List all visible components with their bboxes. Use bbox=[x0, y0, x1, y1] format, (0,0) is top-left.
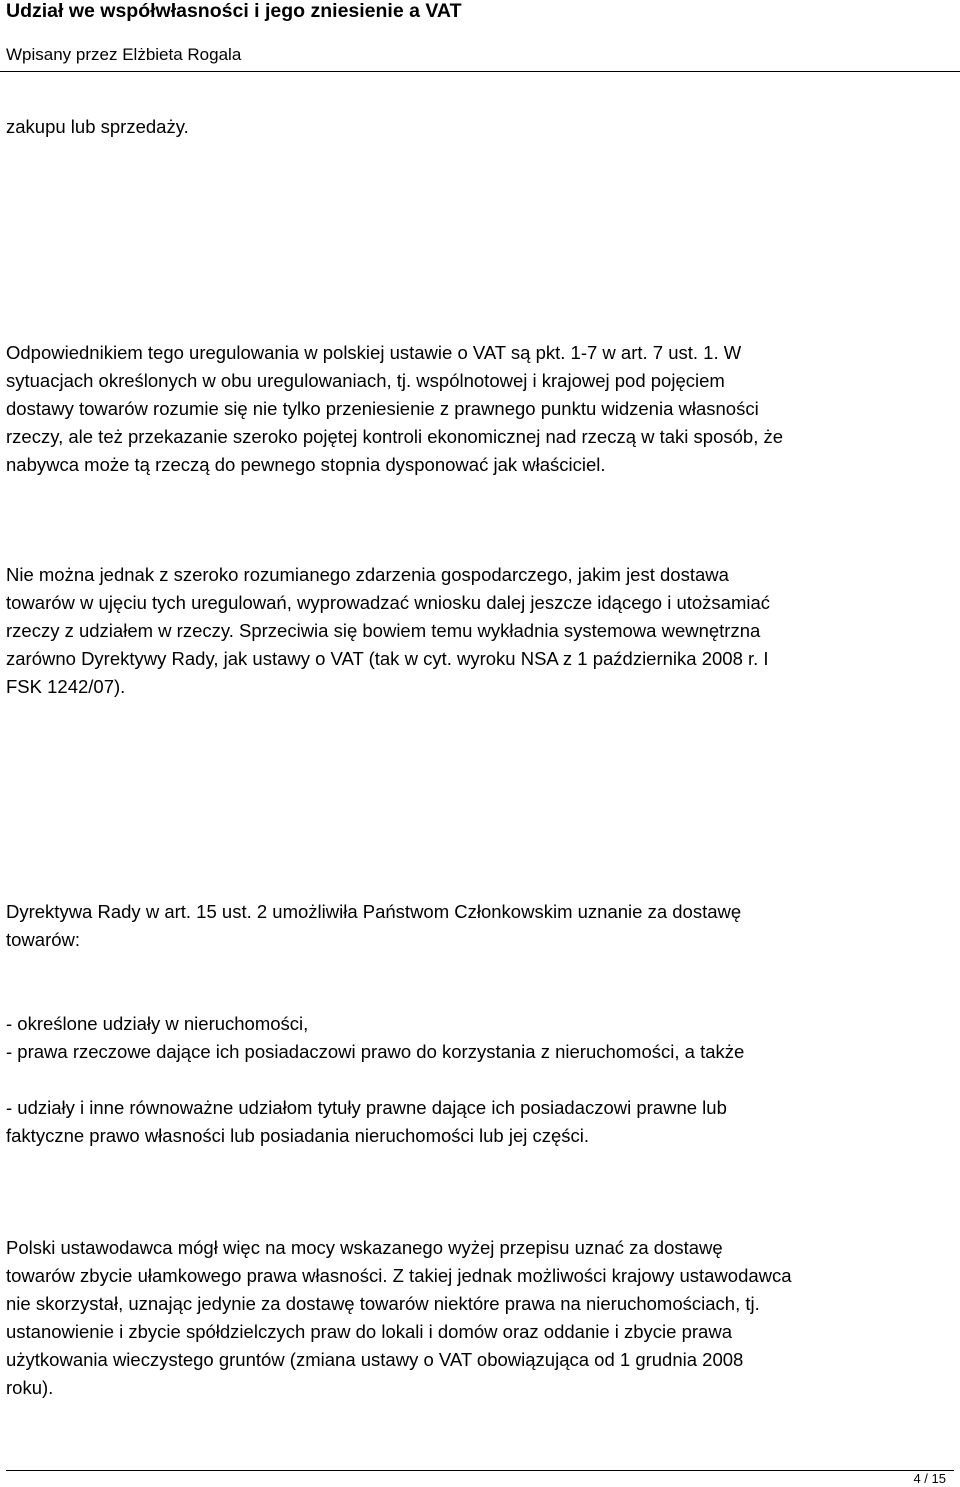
text-line: nie skorzystał, uznając jedynie za dostawę towarów niektóre prawa na nieruchomościach, tj. bbox=[6, 1293, 760, 1314]
text-line: roku). bbox=[6, 1377, 54, 1398]
text-line: dostawy towarów rozumie się nie tylko przeniesienie z prawnego punktu widzenia własności bbox=[6, 398, 759, 419]
footer-divider bbox=[6, 1470, 954, 1471]
text-line: rzeczy z udziałem w rzeczy. Sprzeciwia się bowiem temu wykładnia systemowa wewnętrzna bbox=[6, 620, 761, 641]
list-items bbox=[6, 1010, 744, 1066]
text-line: użytkowania wieczystego gruntów (zmiana ustawy o VAT obowiązująca od 1 grudnia 2008 bbox=[6, 1349, 744, 1370]
text-line: nabywca może tą rzeczą do pewnego stopnia dysponować jak właściciel. bbox=[6, 454, 606, 475]
list-item: - udziały i inne równoważne udziałom tytuły prawne dające ich posiadaczowi prawne lub bbox=[6, 1097, 727, 1118]
author-byline: Wpisany przez Elżbieta Rogala bbox=[6, 45, 242, 64]
text-line: towarów w ujęciu tych uregulowań, wyprowadzać wniosku dalej jeszcze idącego i utożsamiać bbox=[6, 592, 771, 613]
text-line: faktyczne prawo własności lub posiadania nieruchomości lub jej części. bbox=[6, 1125, 590, 1146]
page-header bbox=[0, 0, 960, 75]
paragraph-4 bbox=[6, 898, 741, 954]
text-line: Polski ustawodawca mógł więc na mocy wskazanego wyżej przepisu uznać za dostawę bbox=[6, 1237, 723, 1258]
text-line: sytuacjach określonych w obu uregulowaniach, tj. wspólnotowej i krajowej pod pojęciem bbox=[6, 370, 725, 391]
page-number: 4 / 15 bbox=[913, 1471, 946, 1486]
text-line: towarów zbycie ułamkowego prawa własności. Z takiej jednak możliwości krajowy ustawodawca bbox=[6, 1265, 792, 1286]
text-line: FSK 1242/07). bbox=[6, 676, 126, 697]
text-line: Odpowiednikiem tego uregulowania w polskiej ustawie o VAT są pkt. 1-7 w art. 7 ust. 1. W bbox=[6, 342, 742, 363]
text-line: rzeczy, ale też przekazanie szeroko pojętej kontroli ekonomicznej nad rzeczą w taki sposób, że bbox=[6, 426, 784, 447]
text-line: zarówno Dyrektywy Rady, jak ustawy o VAT (tak w cyt. wyroku NSA z 1 października 2008 r. I bbox=[6, 648, 769, 669]
header-divider bbox=[0, 71, 960, 72]
text-line: zakupu lub sprzedaży. bbox=[6, 116, 189, 137]
text-line: Dyrektywa Rady w art. 15 ust. 2 umożliwiła Państwom Członkowskim uznanie za dostawę bbox=[6, 901, 742, 922]
document-title: Udział we współwłasności i jego zniesienie a VAT bbox=[6, 0, 462, 22]
paragraph-2 bbox=[6, 339, 783, 479]
paragraph-3 bbox=[6, 561, 770, 701]
list-item: - określone udziały w nieruchomości, bbox=[6, 1013, 309, 1034]
paragraph-7 bbox=[6, 1234, 792, 1402]
paragraph-1 bbox=[6, 113, 189, 141]
list-item: - prawa rzeczowe dające ich posiadaczowi prawo do korzystania z nieruchomości, a także bbox=[6, 1041, 745, 1062]
list-item-continued bbox=[6, 1094, 727, 1150]
text-line: ustanowienie i zbycie spółdzielczych praw do lokali i domów oraz oddanie i zbycie prawa bbox=[6, 1321, 732, 1342]
text-line: towarów: bbox=[6, 929, 81, 950]
text-line: Nie można jednak z szeroko rozumianego zdarzenia gospodarczego, jakim jest dostawa bbox=[6, 564, 729, 585]
